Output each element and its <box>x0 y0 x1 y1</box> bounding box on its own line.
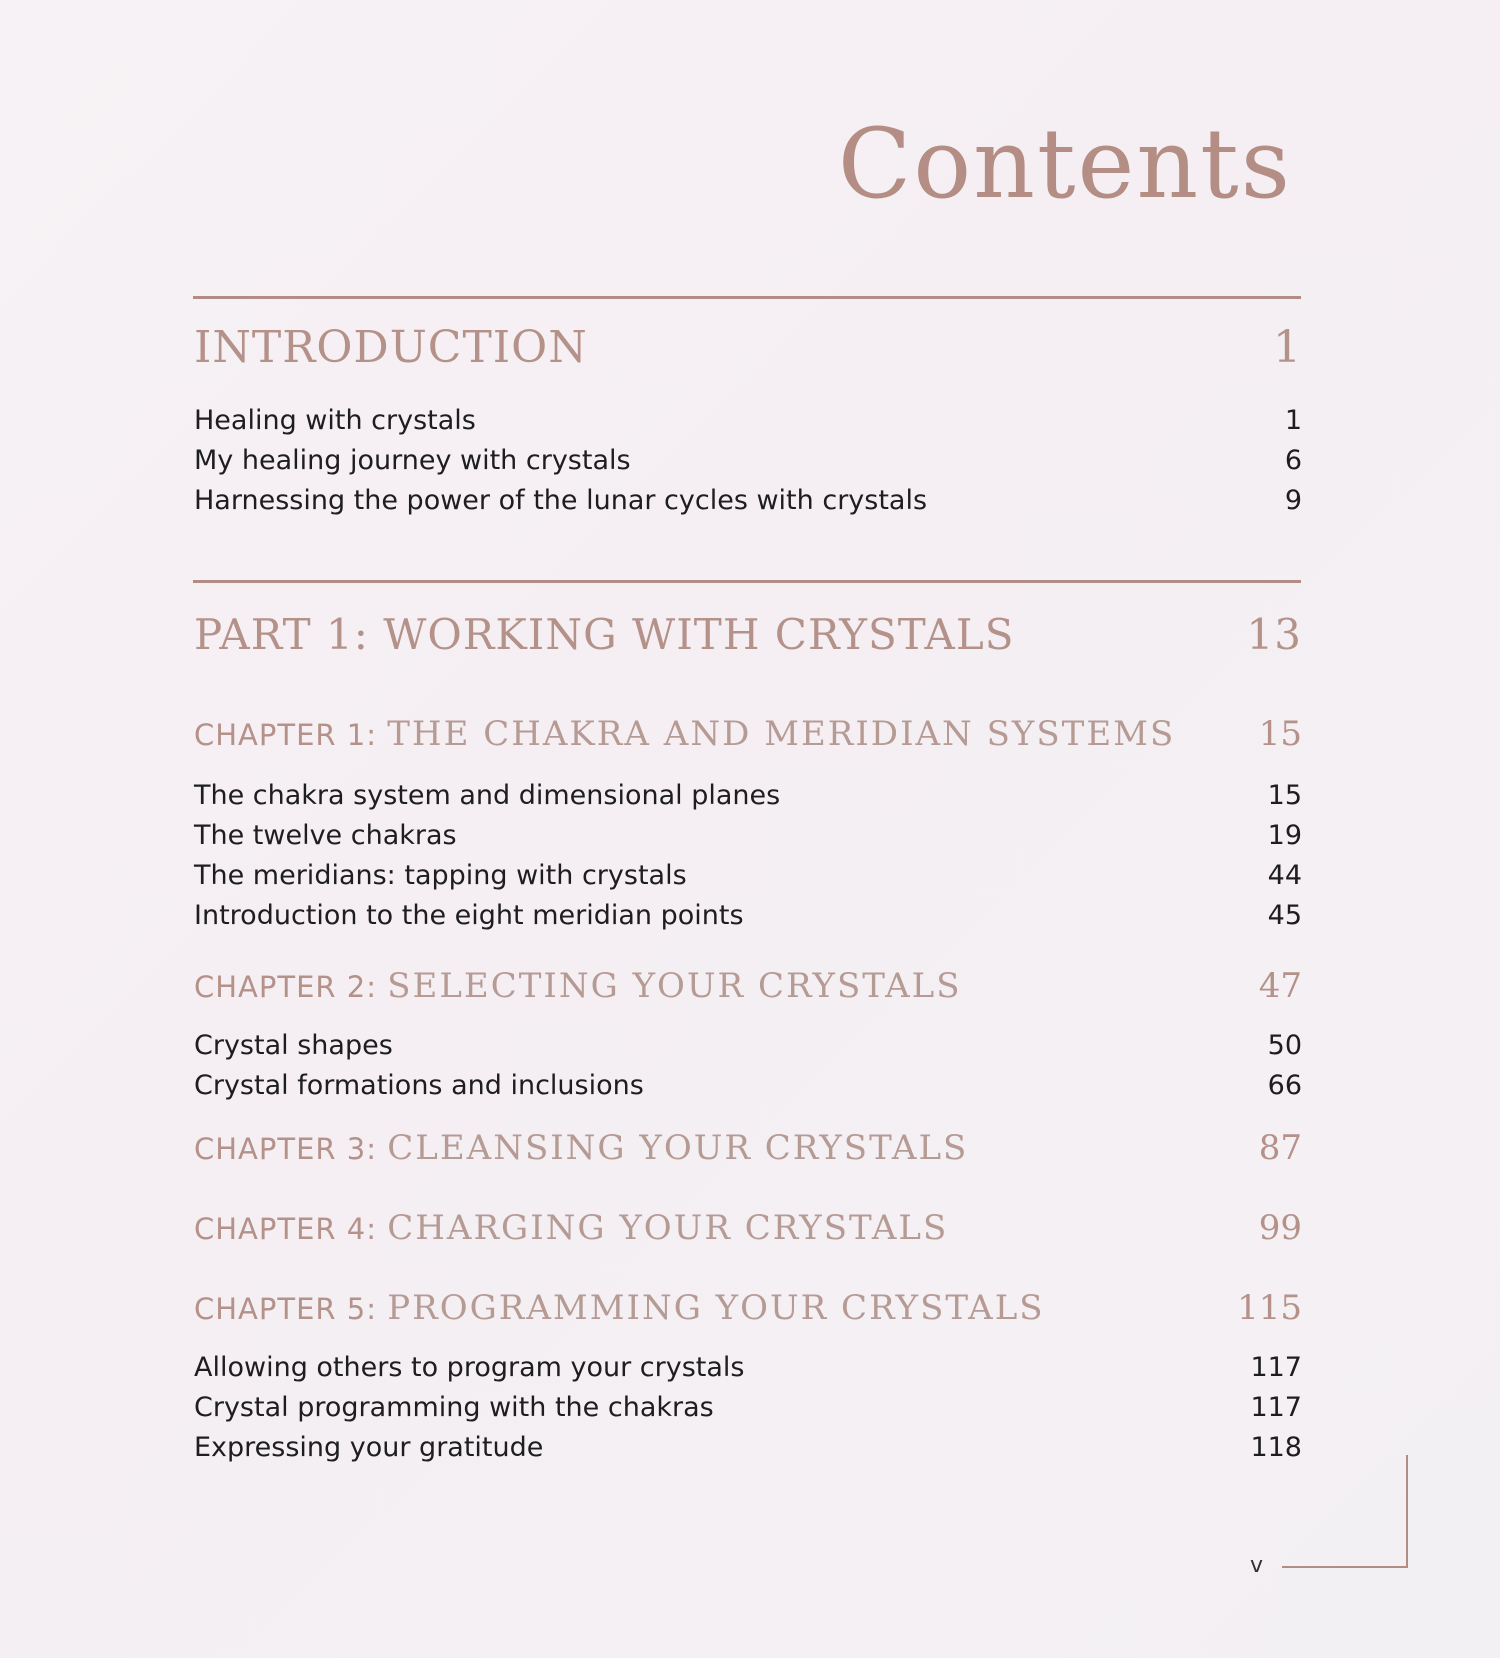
chapter-heading-5[interactable] <box>194 1288 1302 1328</box>
chapter-name: CLEANSING YOUR CRYSTALS <box>387 1128 969 1168</box>
chapter-name: THE CHAKRA AND MERIDIAN SYSTEMS <box>387 714 1176 754</box>
chapter-page-number: 87 <box>1258 1128 1302 1168</box>
chapter-name: PROGRAMMING YOUR CRYSTALS <box>387 1288 1045 1328</box>
toc-entry[interactable] <box>194 1352 1302 1383</box>
toc-entry[interactable] <box>194 1392 1302 1423</box>
chapter-page-number: 15 <box>1258 714 1302 754</box>
toc-entry-label: Introduction to the eight meridian points <box>194 900 744 931</box>
toc-entry[interactable] <box>194 900 1302 931</box>
toc-entry-label: Harnessing the power of the lunar cycles with crystals <box>194 485 928 516</box>
chapter-title <box>194 1288 1045 1328</box>
toc-entry[interactable] <box>194 445 1302 476</box>
toc-entry-page: 66 <box>1267 1070 1302 1101</box>
corner-rule <box>1406 1455 1408 1568</box>
chapter-page-number: 115 <box>1237 1288 1302 1328</box>
toc-entry-page: 9 <box>1284 485 1302 516</box>
section-page-number: 1 <box>1273 322 1302 373</box>
toc-entry-page: 1 <box>1284 405 1302 436</box>
section-divider <box>193 296 1301 299</box>
chapter-title <box>194 714 1175 754</box>
toc-entry-label: Healing with crystals <box>194 405 476 436</box>
toc-entry-page: 6 <box>1284 445 1302 476</box>
chapter-name: CHARGING YOUR CRYSTALS <box>387 1208 949 1248</box>
chapter-title <box>194 1128 968 1168</box>
toc-entry[interactable] <box>194 820 1302 851</box>
chapter-heading-2[interactable] <box>194 966 1302 1006</box>
chapter-lead: CHAPTER 1: <box>194 718 388 752</box>
chapter-heading-3[interactable] <box>194 1128 1302 1168</box>
toc-entry-label: The twelve chakras <box>194 820 457 851</box>
toc-entry[interactable] <box>194 405 1302 436</box>
toc-entry-label: Allowing others to program your crystals <box>194 1352 745 1383</box>
toc-entry-page: 19 <box>1267 820 1302 851</box>
toc-entry-label: Crystal shapes <box>194 1030 393 1061</box>
toc-entry-page: 50 <box>1267 1030 1302 1061</box>
toc-entry-label: The meridians: tapping with crystals <box>194 860 687 891</box>
chapter-heading-1[interactable] <box>194 714 1302 754</box>
folio-rule <box>1282 1566 1408 1568</box>
chapter-title <box>194 1208 948 1248</box>
chapter-page-number: 99 <box>1258 1208 1302 1248</box>
section-title: INTRODUCTION <box>194 322 588 373</box>
chapter-page-number: 47 <box>1258 966 1302 1006</box>
section-heading-part1[interactable] <box>194 610 1302 659</box>
toc-entry[interactable] <box>194 780 1302 811</box>
toc-entry-label: Expressing your gratitude <box>194 1432 544 1463</box>
toc-entry-page: 45 <box>1267 900 1302 931</box>
chapter-lead: CHAPTER 5: <box>194 1292 388 1326</box>
toc-entry-label: My healing journey with crystals <box>194 445 631 476</box>
chapter-heading-4[interactable] <box>194 1208 1302 1248</box>
toc-entry-page: 15 <box>1267 780 1302 811</box>
toc-entry[interactable] <box>194 1030 1302 1061</box>
toc-entry-page: 117 <box>1250 1352 1302 1383</box>
toc-entry-label: The chakra system and dimensional planes <box>194 780 781 811</box>
chapter-title <box>194 966 962 1006</box>
toc-entry-page: 117 <box>1250 1392 1302 1423</box>
toc-entry-page: 44 <box>1267 860 1302 891</box>
chapter-lead: CHAPTER 3: <box>194 1132 388 1166</box>
section-divider <box>193 580 1301 583</box>
section-title: PART 1: WORKING WITH CRYSTALS <box>194 610 1015 659</box>
toc-entry-label: Crystal programming with the chakras <box>194 1392 714 1423</box>
chapter-lead: CHAPTER 2: <box>194 970 388 1004</box>
toc-entry[interactable] <box>194 860 1302 891</box>
chapter-name: SELECTING YOUR CRYSTALS <box>387 966 962 1006</box>
page-title: Contents <box>837 108 1292 220</box>
section-page-number: 13 <box>1246 610 1302 659</box>
chapter-lead: CHAPTER 4: <box>194 1212 388 1246</box>
section-heading-introduction[interactable] <box>194 322 1302 373</box>
toc-entry-page: 118 <box>1250 1432 1302 1463</box>
toc-entry[interactable] <box>194 1432 1302 1463</box>
toc-entry-label: Crystal formations and inclusions <box>194 1070 644 1101</box>
toc-entry[interactable] <box>194 485 1302 516</box>
toc-entry[interactable] <box>194 1070 1302 1101</box>
page-folio: v <box>1250 1553 1264 1578</box>
